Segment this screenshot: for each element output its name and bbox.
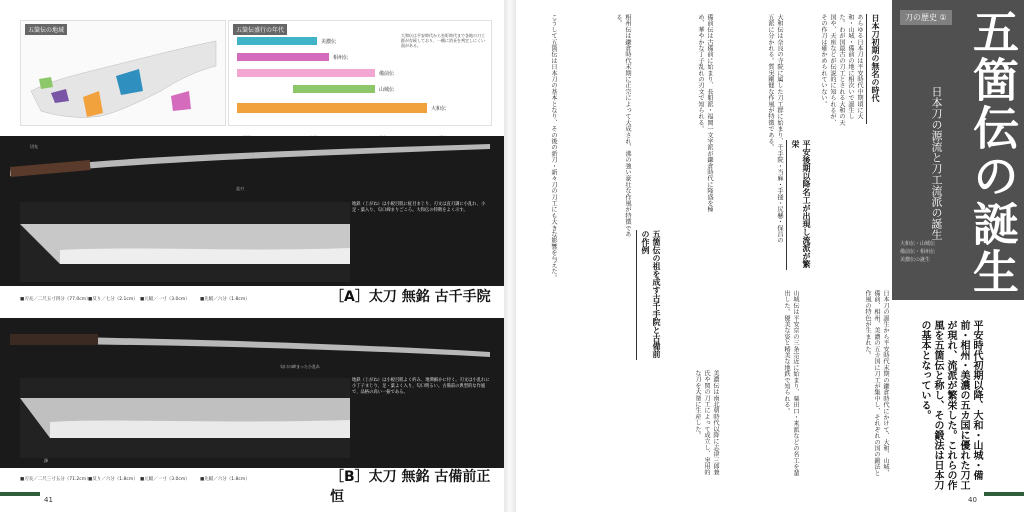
book-gutter bbox=[504, 0, 516, 512]
body-column: 大和伝は奈良の寺院に属した刀工群に始まり、千手院・当麻・手掻・尻懸・保昌の五派に分かれる。質実剛健な作風が特徴である。 bbox=[767, 14, 783, 244]
blade-b-base-width: ■元幅／一寸（3.0cm） bbox=[140, 477, 190, 482]
region-map bbox=[20, 20, 226, 126]
blade-a-tip-label: 切先 bbox=[30, 144, 38, 149]
right-bottom-bar bbox=[984, 492, 1024, 496]
headline-master-smiths: 平安後期以降名工が出現し流派が繁栄 bbox=[791, 140, 811, 268]
section-contents bbox=[900, 240, 935, 264]
blade-b-description: 地鉄（じがね）は小板目肌よく約み、地沸細かに付く。刃文は小乱れに小丁子まじり、足・葉よく入り、匂口明るい。古備前の典型的な作風で、品格の高い一振である。 bbox=[352, 378, 490, 395]
blade-a-length: ■刃長／二尺五寸四分（77.0cm） bbox=[20, 297, 91, 302]
lead-paragraph: 平安時代初期以降、大和・山城・備前・相州・美濃の五カ国に優れた刀工が現れ、流派が繁栄した。これらの作風を五箇伝と称し、その鍛法は日本刀の基本となっている。 bbox=[919, 320, 982, 490]
blade-a-detail-image bbox=[20, 202, 350, 282]
body-column: こうして五箇伝は日本刀の基本となり、その後の新刀・新々刀の刀工にも大きな影響を与えた。 bbox=[550, 14, 557, 281]
blade-a-photo bbox=[0, 136, 504, 286]
blade-b-length: ■刃長／二尺三寸五分（71.2cm） bbox=[20, 477, 91, 482]
era-timeline-chart bbox=[228, 20, 492, 126]
bar-label-yamashiro: 山城伝 bbox=[379, 87, 395, 93]
body-column: 日本刀の誕生から平安時代末期の鎌倉時代にかけて、大和、山城、備前、相州、美濃の五カ国に刀工が集中し、それぞれの国の鍛法と作風の特色が生まれた。 bbox=[864, 290, 889, 476]
blade-b-detail-graphic bbox=[20, 378, 350, 458]
bar-label-yamato: 大和伝 bbox=[431, 106, 447, 112]
headline-rule bbox=[786, 140, 787, 270]
blade-a-hamon-label: 直刃 bbox=[236, 186, 244, 191]
timeline-note: 大和伝は平安時代から室町時代まで各地の刀工群が存続しており、一概に消長を判定しにくい面がある。 bbox=[401, 33, 485, 48]
left-page-number: 41 bbox=[44, 496, 53, 504]
japan-map-graphic bbox=[21, 21, 225, 125]
bar-label-bizen: 備前伝 bbox=[379, 71, 395, 77]
blade-b-note-label: 匂口の締まった小乱れ bbox=[280, 364, 320, 369]
bar-mino bbox=[237, 37, 317, 45]
blade-a-description: 地鉄（じがね）は小板目肌に柾目まじり、刃文は直刃調に小乱れ、小足・葉入り、匂口締まりごころ。大和伝の特徴をよく示す。 bbox=[352, 202, 486, 213]
bar-bizen bbox=[237, 69, 375, 77]
toc-item: 美濃伝の誕生 bbox=[900, 257, 931, 263]
bar-yamato bbox=[237, 103, 427, 113]
blade-b-tip-label: 鋒 bbox=[44, 458, 48, 463]
headline-examples: 五箇伝の祖を成す古千手院と古備前の作例 bbox=[641, 230, 661, 358]
series-label: 刀の歴史 ① bbox=[900, 10, 952, 25]
blade-b-detail-image bbox=[20, 378, 350, 458]
bar-soshu bbox=[237, 53, 329, 61]
blade-a-tip-width: ■先幅／六分（1.8cm） bbox=[200, 297, 250, 302]
timeline-title: 五箇伝盛行の年代 bbox=[233, 24, 287, 35]
blade-a-full-image bbox=[0, 136, 504, 196]
toc-item: 大和伝・山城伝 bbox=[900, 241, 936, 247]
blade-a-curvature: ■反り／七分（2.1cm） bbox=[88, 297, 138, 302]
page-subtitle: 日本刀の源流と刀工流派の誕生 bbox=[930, 86, 943, 240]
body-column: 美濃伝は南北朝時代以降に志津三郎兼氏や関の刀工によって成立し、実用的な刀を大量に生産した。 bbox=[694, 370, 719, 476]
left-page bbox=[0, 0, 504, 512]
blade-b-full-image bbox=[0, 318, 504, 378]
map-title: 五箇伝の地域 bbox=[25, 24, 67, 35]
body-column: 相州伝は鎌倉時代末期に正宗によって大成され、沸の強い豪壮な作風が特徴である。 bbox=[615, 14, 631, 238]
blade-b-caption: ［B］太刀 無銘 古備前正恒 bbox=[330, 469, 491, 505]
body-column: 備前伝は古備前に始まり、長船派・福岡一文字派が鎌倉時代に隆盛を極め、華やかな丁子乱れの刃文で知られる。 bbox=[697, 14, 713, 213]
bar-label-mino: 美濃伝 bbox=[321, 39, 337, 45]
left-bottom-bar bbox=[0, 492, 40, 496]
headline-early-era: 日本刀初期の無名の時代 bbox=[871, 14, 880, 102]
right-page-number: 40 bbox=[968, 496, 977, 504]
page-title: 五箇伝の誕生 bbox=[966, 8, 1020, 296]
map-region-bizen bbox=[39, 77, 53, 89]
map-region-sagami bbox=[171, 91, 191, 111]
blade-a-caption: ［A］太刀 無銘 古千手院 bbox=[330, 289, 491, 305]
toc-item: 備前伝・相州伝 bbox=[900, 249, 936, 255]
headline-rule bbox=[636, 230, 637, 360]
blade-b-curvature: ■反り／六分（1.8cm） bbox=[88, 477, 138, 482]
body-column: あらゆる日本刀は平安時代中期頃に大和・山城・備前の地に相次いで誕生した。わが国最古の刀工とされる大和の天国や、天座などが伝説的に知られるが、その作刀は確かめられていない。 bbox=[820, 14, 863, 126]
headline-rule bbox=[866, 14, 867, 124]
blade-a-detail-graphic bbox=[20, 202, 350, 282]
bar-yamashiro bbox=[293, 85, 375, 93]
blade-b-tip-width: ■先幅／六分（1.8cm） bbox=[200, 477, 250, 482]
body-column: 山城伝は平安京の三条宗近に始まり、粟田口・来派などの名工を輩出した。優美な姿と精美な地鉄で知られる。 bbox=[783, 290, 799, 476]
blade-a-base-width: ■元幅／一寸（3.0cm） bbox=[140, 297, 190, 302]
blade-b-photo bbox=[0, 318, 504, 468]
bar-label-soshu: 相州伝 bbox=[333, 55, 349, 61]
